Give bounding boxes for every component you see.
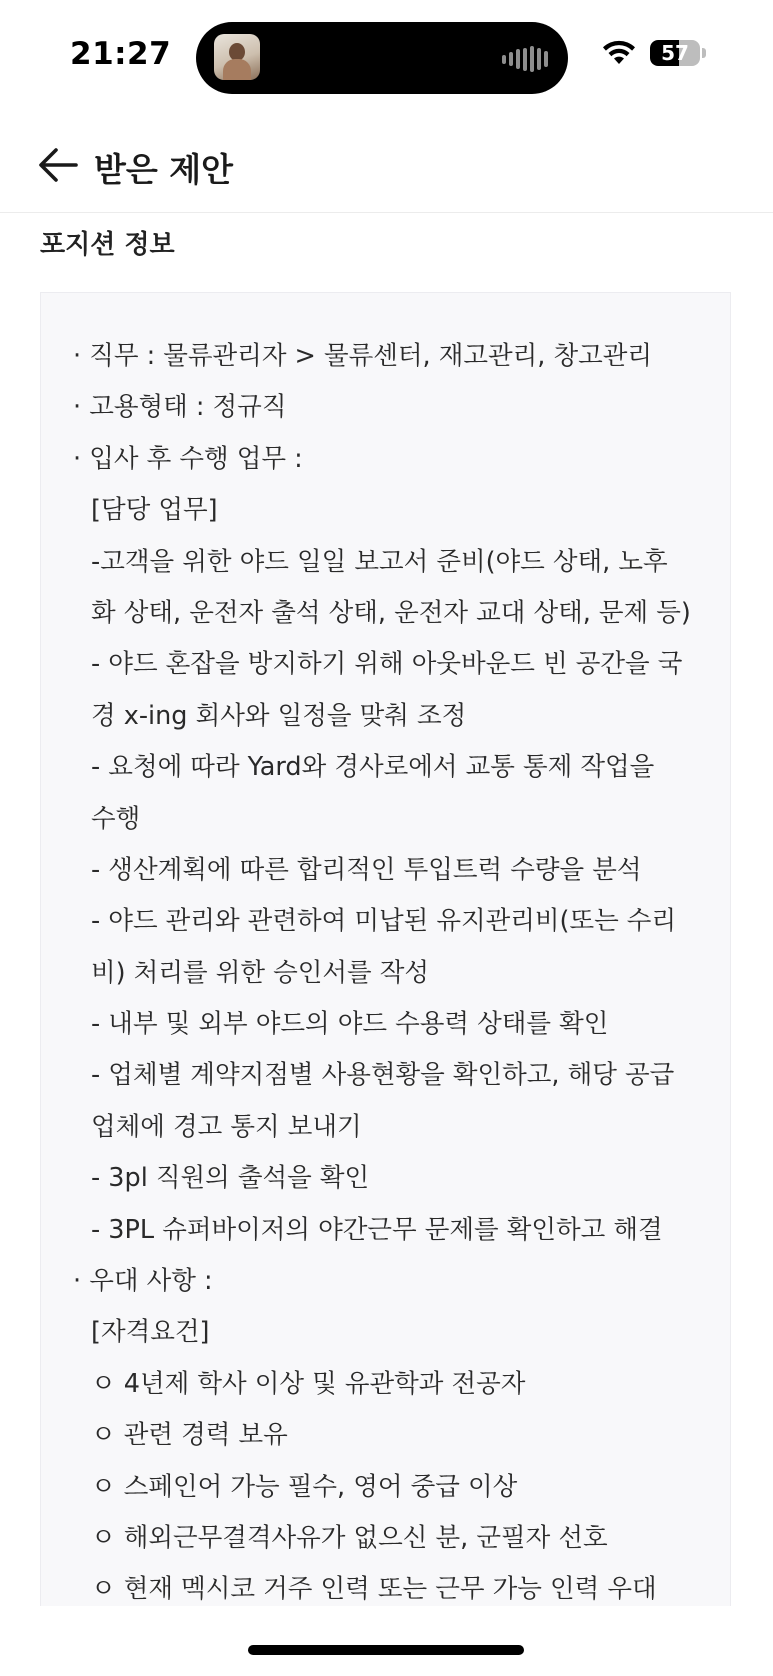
detail-line: · 직무 : 물류관리자 > 물류센터, 재고관리, 창고관리	[73, 341, 653, 371]
detail-line: 화 상태, 운전자 출석 상태, 운전자 교대 상태, 문제 등)	[91, 597, 691, 628]
app-header	[0, 118, 773, 213]
section-title: 포지션 정보	[40, 230, 175, 260]
detail-line: ㅇ 관련 경력 보유	[91, 1420, 288, 1451]
waveform-bar	[502, 55, 506, 64]
status-time: 21:27	[70, 36, 172, 72]
detail-line: ㅇ 현재 멕시코 거주 인력 또는 근무 가능 인력 우대	[91, 1574, 657, 1605]
status-bar	[0, 0, 773, 110]
detail-line: · 우대 사항 :	[73, 1266, 213, 1297]
waveform-bar	[516, 49, 520, 69]
page-title: 받은 제안	[94, 150, 234, 189]
detail-line: - 업체별 계약지점별 사용현황을 확인하고, 해당 공급	[91, 1060, 675, 1091]
detail-line: - 생산계획에 따른 합리적인 투입트럭 수량을 분석	[91, 854, 642, 885]
detail-line: ㅇ 스페인어 가능 필수, 영어 중급 이상	[91, 1471, 518, 1502]
position-details-list	[73, 331, 713, 1616]
now-playing-artwork[interactable]	[214, 34, 260, 80]
waveform-bar	[523, 48, 527, 71]
detail-line: 경 x-ing 회사와 일정을 맞춰 조정	[91, 700, 467, 731]
detail-line: [담당 업무]	[91, 495, 218, 526]
battery-icon	[650, 40, 700, 66]
detail-line: -고객을 위한 야드 일일 보고서 준비(야드 상태, 노후	[91, 546, 668, 577]
battery-cap	[702, 48, 706, 58]
battery-level: 57	[661, 41, 689, 65]
detail-line: - 3PL 슈퍼바이저의 야간근무 문제를 확인하고 해결	[91, 1214, 663, 1245]
detail-line: [자격요건]	[91, 1317, 210, 1348]
detail-line: 업체에 경고 통지 보내기	[91, 1111, 362, 1142]
waveform-bar	[537, 48, 541, 70]
waveform-bar	[530, 46, 534, 72]
waveform-bar	[544, 51, 548, 67]
detail-line: 비) 처리를 위한 승인서를 작성	[91, 957, 429, 988]
detail-line: ㅇ 4년제 학사 이상 및 유관학과 전공자	[91, 1368, 526, 1399]
audio-waveform-icon	[502, 46, 548, 72]
bottom-safe-area	[0, 1606, 773, 1676]
detail-line: - 3pl 직원의 출석을 확인	[91, 1163, 370, 1194]
detail-line: ㅇ 해외근무결격사유가 없으신 분, 군필자 선호	[91, 1522, 608, 1553]
detail-line: - 요청에 따라 Yard와 경사로에서 교통 통제 작업을	[91, 752, 655, 783]
detail-line: - 야드 관리와 관련하여 미납된 유지관리비(또는 수리	[91, 906, 677, 937]
position-info-box	[40, 292, 731, 1676]
back-arrow-icon[interactable]	[36, 142, 82, 188]
detail-line: - 야드 혼잡을 방지하기 위해 아웃바운드 빈 공간을 국	[91, 649, 683, 680]
dynamic-island[interactable]	[196, 22, 568, 94]
detail-line: - 내부 및 외부 야드의 야드 수용력 상태를 확인	[91, 1009, 609, 1040]
detail-line: 수행	[91, 803, 141, 834]
wifi-icon	[602, 40, 636, 66]
detail-line: · 고용형태 : 정규직	[73, 392, 287, 423]
waveform-bar	[509, 52, 513, 66]
home-indicator[interactable]	[248, 1645, 524, 1655]
detail-line: · 입사 후 수행 업무 :	[73, 443, 303, 474]
